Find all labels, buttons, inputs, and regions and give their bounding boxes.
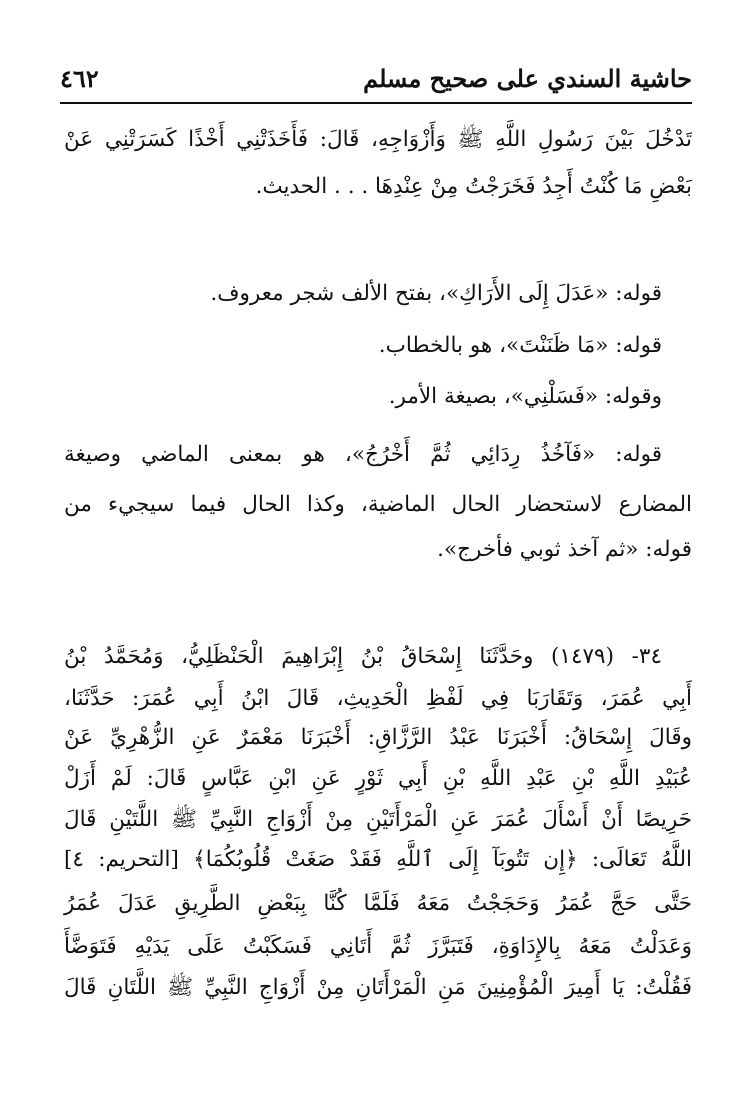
text-line: بَعْضِ مَا كُنْتُ أَجِدُ فَخَرَجْتُ مِنْ عِنْدِهَا . . . الحديث. [255, 174, 692, 199]
page-number: ٤٦٢ [60, 64, 99, 93]
hadith-line: أَبِي عُمَرَ، وَتَقَارَبَا فِي لَفْظِ الْحَدِيثِ، قَالَ ابْنُ أَبِي عُمَرَ: حَدَّثَنَا، [64, 686, 692, 711]
header-title: حاشية السندي على صحيح مسلم [363, 64, 692, 93]
hadith-line: ٣٤- (١٤٧٩) وحَدَّثَنَا إِسْحَاقُ بْنُ إِبْرَاهِيمَ الْحَنْظَلِيُّ، وَمُحَمَّدُ بْنُ [64, 644, 662, 669]
commentary-note: وقوله: «فَسَلْنِي»، بصيغة الأمر. [388, 384, 662, 409]
commentary-note: قوله: «فَآخُذُ رِدَائِي ثُمَّ أَخْرُجُ»، هو بمعنى الماضي وصيغة [64, 442, 662, 467]
hadith-line: فَقُلْتُ: يَا أَمِيرَ الْمُؤْمِنِينَ مَنِ الْمَرْأَتَانِ مِنْ أَزْوَاجِ النَّبِيِّ ﷺ اللَّتَانِ قَالَ [64, 975, 692, 1000]
hadith-line: وَعَدَلْتُ مَعَهُ بِالإِدَاوَةِ، فَتَبَرَّزَ ثُمَّ أَتَانِي فَسَكَبْتُ عَلَى يَدَيْهِ فَتَوَضَّأَ [64, 934, 692, 959]
header-divider [60, 102, 692, 104]
commentary-note: قوله: «مَا ظَنَنْتَ»، هو بالخطاب. [378, 333, 662, 358]
hadith-line: وقَالَ إِسْحَاقُ: أَخْبَرَنَا عَبْدُ الرَّزَّاقِ: أَخْبَرَنَا مَعْمَرٌ عَنِ الزُّهْرِيِّ عَنْ [64, 725, 692, 750]
hadith-line: حَرِيصًا أَنْ أَسْأَلَ عُمَرَ عَنِ الْمَرْأَتَيْنِ مِنْ أَزْوَاجِ النَّبِيِّ ﷺ اللَّتَيْنِ قَالَ [64, 807, 692, 832]
commentary-note: قوله: «عَدَلَ إِلَى الأَرَاكِ»، بفتح الألف شجر معروف. [210, 281, 662, 306]
hadith-line: عُبَيْدِ اللَّهِ بْنِ عَبْدِ اللَّهِ بْنِ أَبِي ثَوْرٍ عَنِ ابْنِ عَبَّاسٍ قَالَ: لَمْ أَزَلْ [64, 766, 692, 791]
hadith-line: اللَّهُ تَعَالَى: ﴿إِن تَتُوبَآ إِلَى ٱللَّهِ فَقَدْ صَغَتْ قُلُوبُكُمَا﴾ [التحريم: ٤] [64, 847, 692, 872]
commentary-note: قوله: «ثم آخذ ثوبي فأخرج». [437, 537, 692, 562]
hadith-line: حَتَّى حَجَّ عُمَرُ وَحَجَجْتُ مَعَهُ فَلَمَّا كُنَّا بِبَعْضِ الطَّرِيقِ عَدَلَ عُمَرُ [64, 891, 692, 916]
text-line: تَدْخُلَ بَيْنَ رَسُولِ اللَّهِ ﷺ وَأَزْوَاجِهِ، قَالَ: فَأَخَذَتْنِي أَخْذًا كَسَرَتْنِي عَنْ [64, 127, 692, 152]
commentary-note: المضارع لاستحضار الحال الماضية، وكذا الحال فيما سيجيء من [64, 492, 692, 517]
running-header [60, 62, 692, 102]
